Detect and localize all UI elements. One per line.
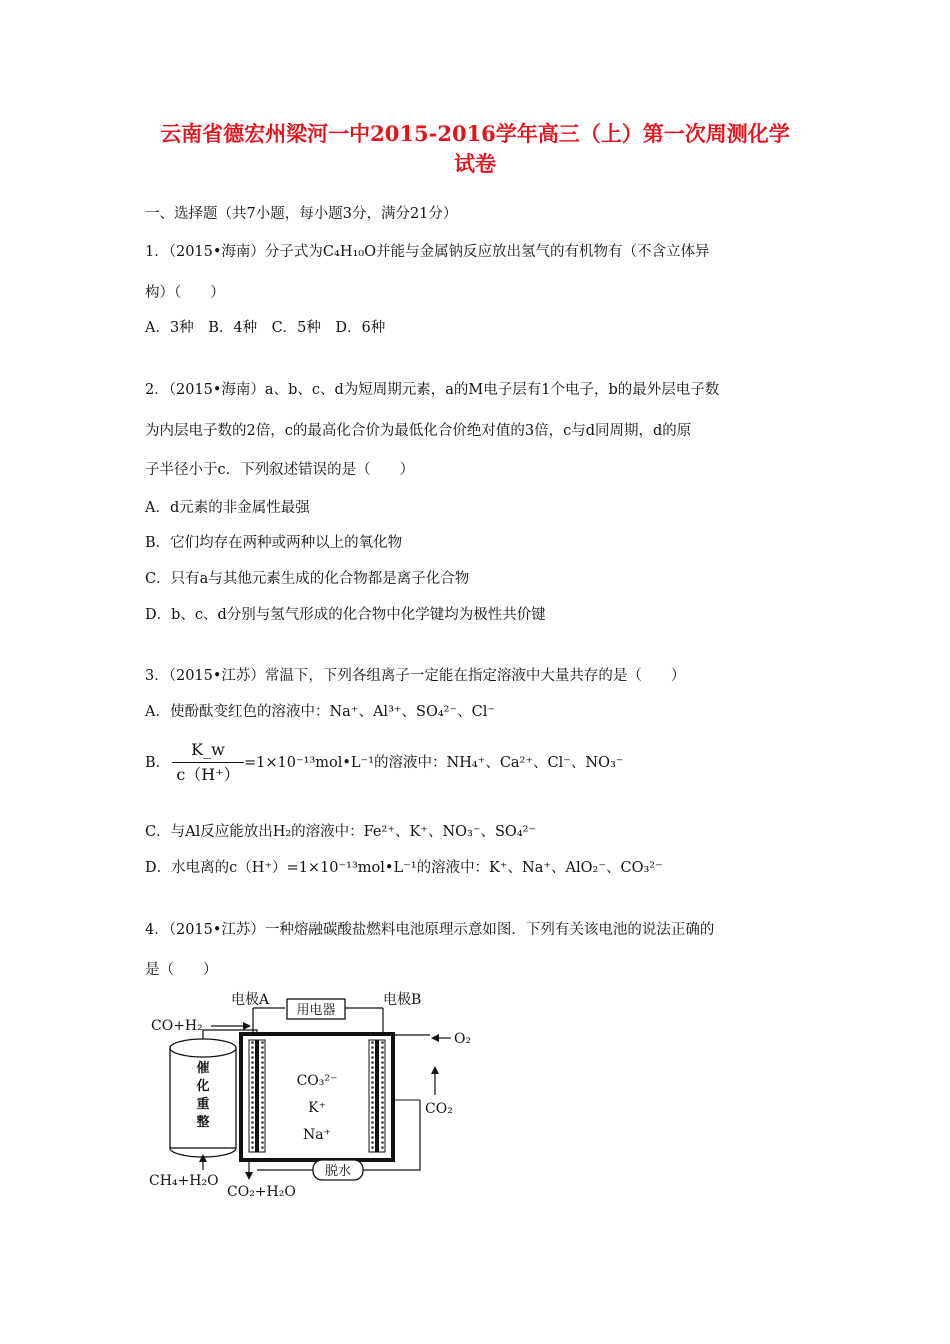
fraction-bar [172,762,244,763]
reformer-char-4: 整 [196,1115,210,1130]
outlet-arrow-head [245,1172,253,1180]
q1-stem-line-1: 1．（2015•海南）分子式为C₄H₁₀O并能与金属钠反应放出氢气的有机物有（不含立体异 [145,244,710,260]
q2-stem-line-1: 2．（2015•海南）a、b、c、d为短周期元素，a的M电子层有1个电子，b的最外层电子数 [145,382,720,398]
reformer-top [170,1039,236,1057]
q2-option-c: C．只有a与其他元素生成的化合物都是离子化合物 [145,571,470,587]
ion-carbonate: CO₃²⁻ [296,1073,338,1089]
ion-sodium: Na⁺ [303,1127,331,1143]
q2-option-d: D．b、c、d分别与氢气形成的化合物中化学键均为极性共价键 [145,607,546,623]
electrode-a-core [255,1040,259,1152]
co2-h2o-label: CO₂+H₂O [227,1184,296,1200]
electrode-b-label: 电极B [383,992,422,1008]
page-title [120,119,830,179]
section-heading: 一、选择题（共7小题，每小题3分，满分21分） [145,206,458,222]
q2-stem-line-2: 为内层电子数的2倍，c的最高化合价为最低化合价绝对值的3倍，c与d同周期，d的原 [145,423,692,439]
o2-arrow-head [431,1034,439,1042]
q3-option-d: D．水电离的c（H⁺）=1×10⁻¹³mol•L⁻¹的溶液中：K⁺、Na⁺、AlO₂⁻、CO₃²⁻ [145,860,663,876]
electrode-a-label: 电极A [231,992,270,1008]
inlet-co-h2-label: CO+H₂ [151,1018,203,1034]
reformer-char-2: 化 [196,1079,210,1094]
o2-label: O₂ [454,1031,472,1047]
reformer-char-1: 催 [196,1061,210,1076]
fuel-cell-svg [145,990,480,1205]
q2-option-a: A．d元素的非金属性最强 [145,500,310,516]
q1-stem-line-2: 构）（ ） [145,285,225,301]
q3-stem: 3．（2015•江苏）常温下，下列各组离子一定能在指定溶液中大量共存的是（ ） [145,668,686,684]
kw-fraction [172,740,244,785]
co2-label: CO₂ [425,1101,453,1117]
q2-option-b: B．它们均存在两种或两种以上的氧化物 [145,535,403,551]
ch4-h2o-label: CH₄+H₂O [149,1173,219,1189]
ion-potassium: K⁺ [308,1100,326,1116]
title-line-1: 云南省德宏州梁河一中2015-2016学年高三（上）第一次周测化学 [160,121,790,146]
ch4-arrow-head [199,1154,207,1162]
fraction-numerator: K_w [191,740,225,759]
title-line-2: 试卷 [454,151,496,176]
q2-stem-line-3: 子半径小于c．下列叙述错误的是（ ） [145,462,415,478]
electrode-b-core [375,1040,379,1152]
q4-stem-line-2: 是（ ） [145,962,218,978]
appliance-label: 用电器 [296,1003,336,1018]
q4-stem-line-1: 4．（2015•江苏）一种熔融碳酸盐燃料电池原理示意如图．下列有关该电池的说法正确的 [145,922,715,938]
dehydrator-label: 脱水 [324,1164,352,1179]
q1-options: A．3种 B．4种 C．5种 D．6种 [145,320,386,336]
co2-arrow-head [431,1066,439,1074]
q3-option-c: C．与Al反应能放出H₂的溶液中：Fe²⁺、K⁺、NO₃⁻、SO₄²⁻ [145,824,537,840]
reformer-char-3: 重 [196,1097,210,1112]
q3-option-b-label: B． [145,755,171,771]
q3-option-b-rest: =1×10⁻¹³mol•L⁻¹的溶液中：NH₄⁺、Ca²⁺、Cl⁻、NO₃⁻ [244,755,624,771]
fraction-denominator: c（H⁺） [176,765,240,784]
q3-option-a: A．使酚酞变红色的溶液中：Na⁺、Al³⁺、SO₄²⁻、Cl⁻ [145,704,496,720]
fuel-cell-diagram [145,990,480,1205]
inlet-arrow-head [243,1022,251,1030]
